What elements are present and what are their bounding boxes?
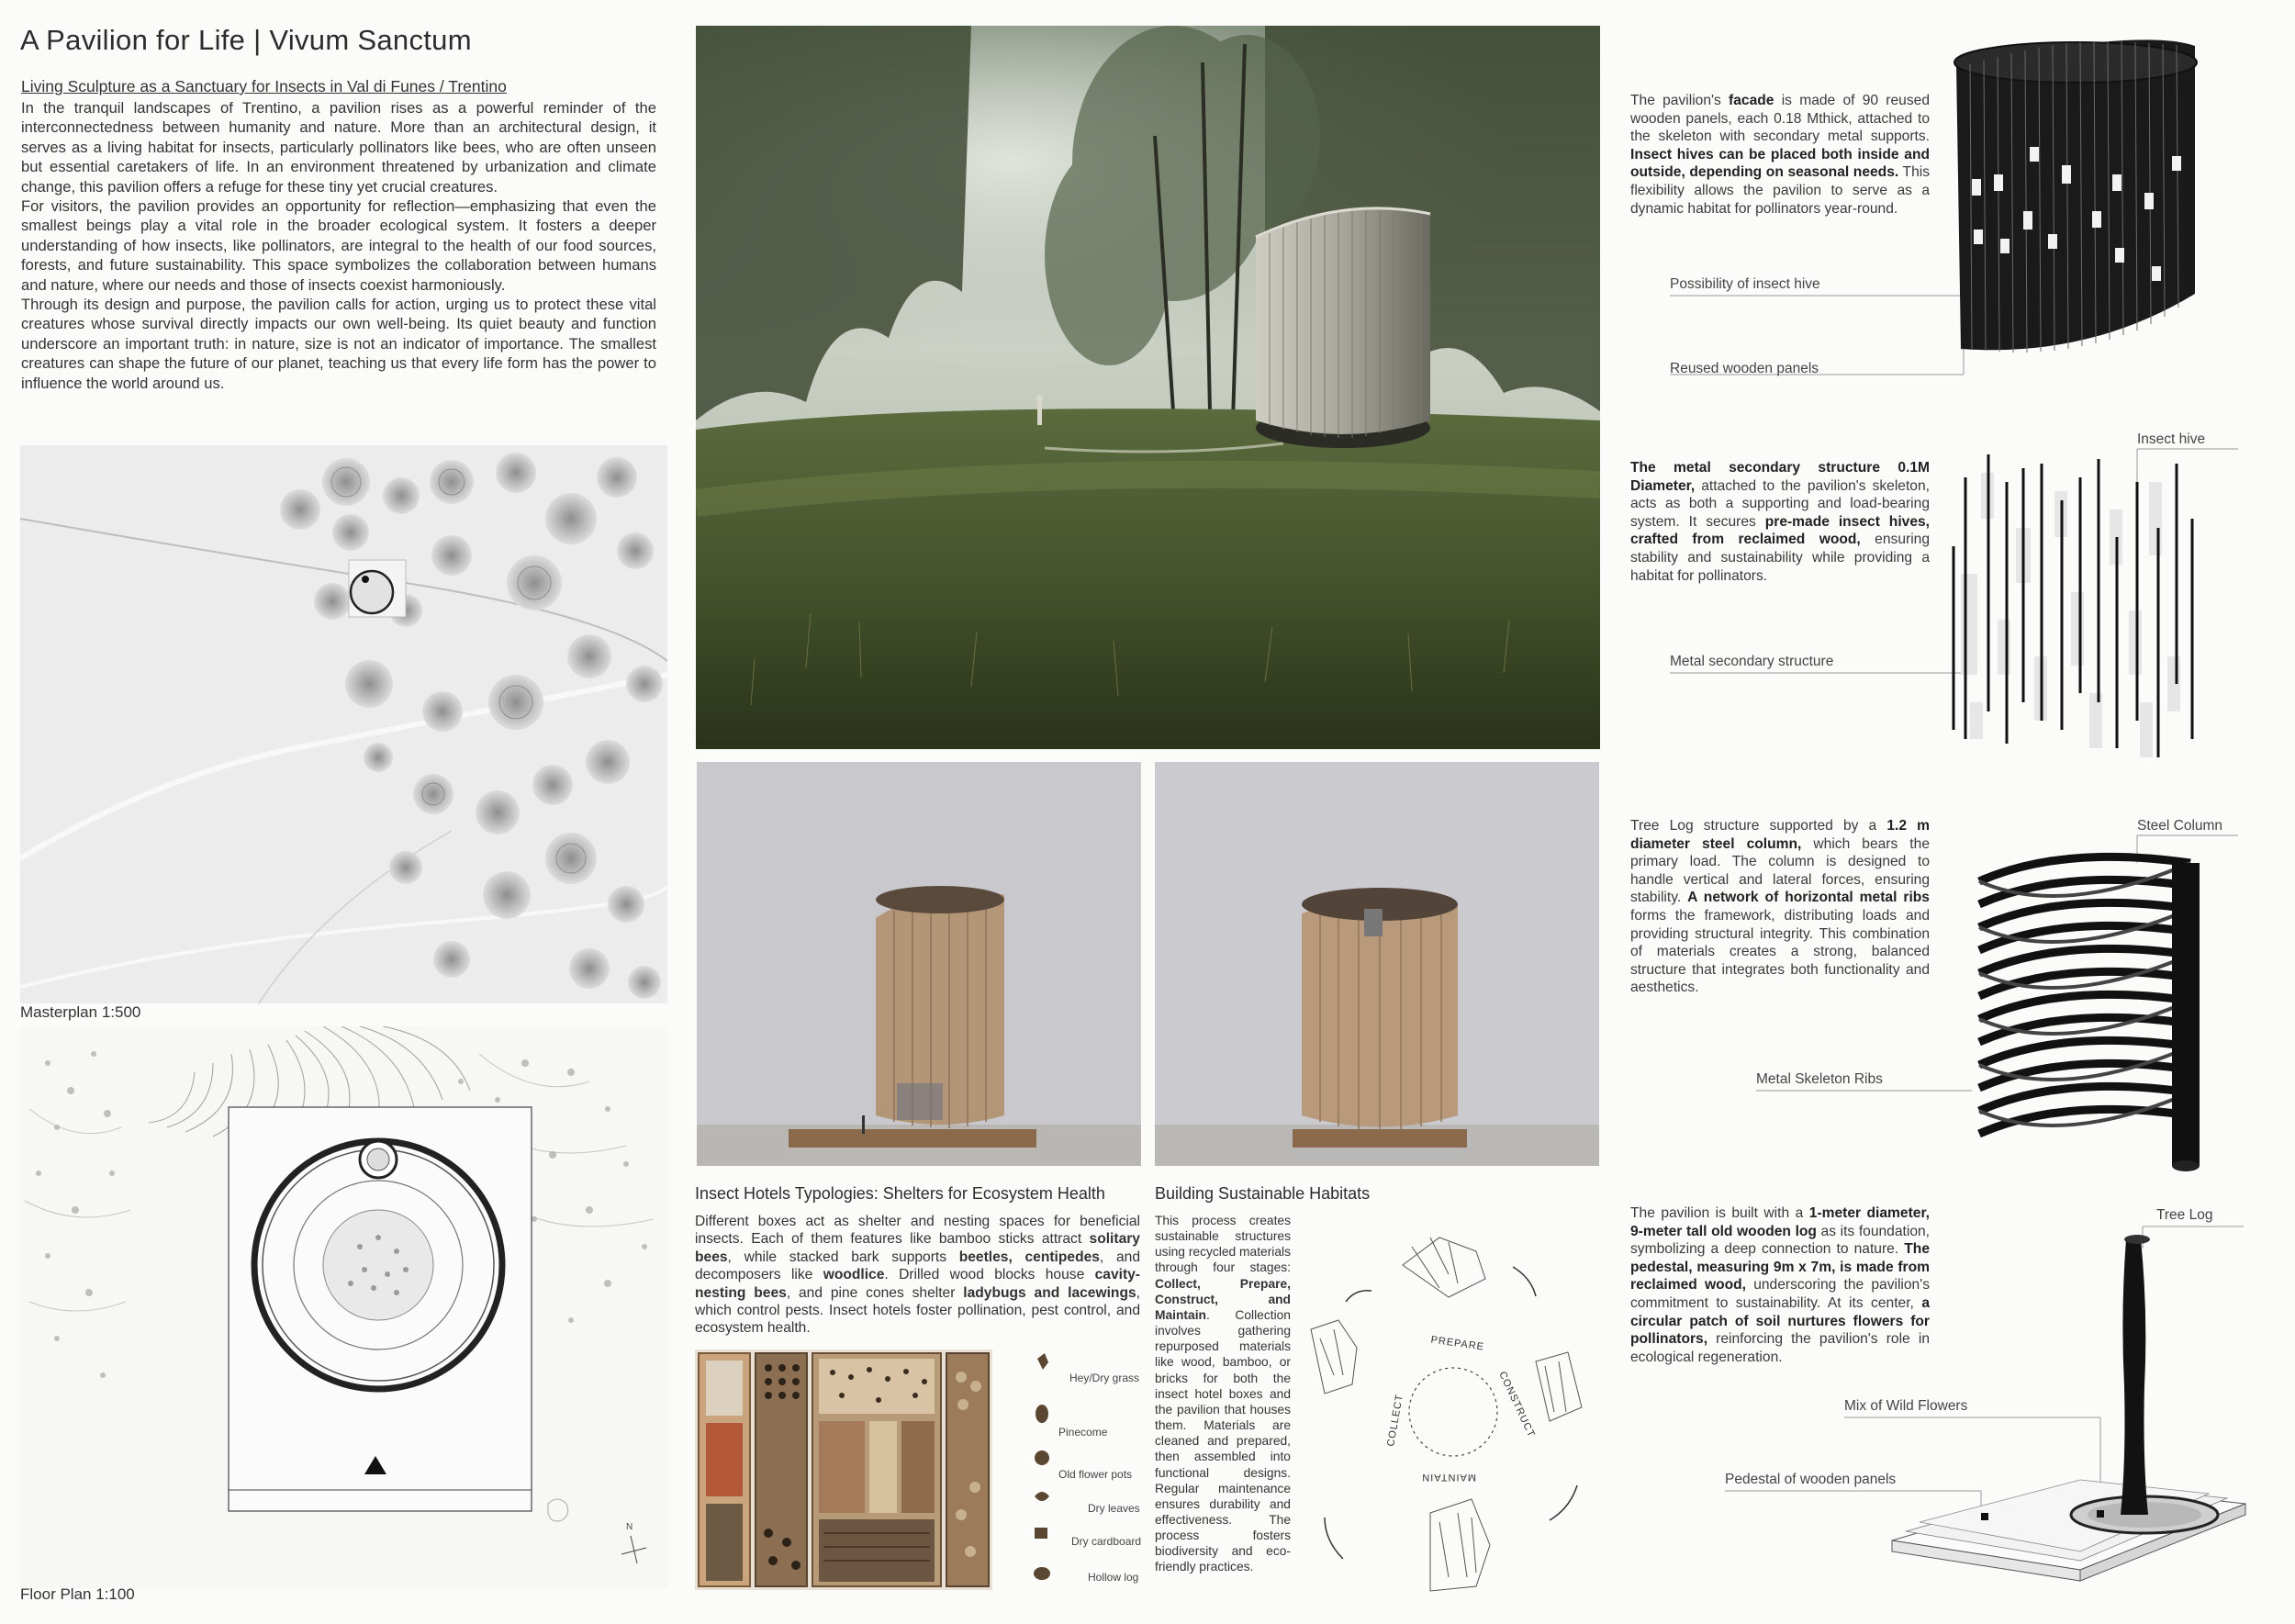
legend-hollow-log: Hollow log <box>1088 1571 1139 1584</box>
floorplan-label: Floor Plan 1:100 <box>20 1585 135 1603</box>
pedestal-text-part: The pavilion is built with a <box>1630 1205 1809 1221</box>
legend-dry-leaves: Dry leaves <box>1088 1502 1140 1515</box>
dry-leaves-icon <box>1035 1492 1049 1501</box>
facade-cylinder <box>1954 39 2197 353</box>
maintain-sketch <box>1430 1499 1490 1591</box>
insect-hotel-svg <box>695 1350 992 1590</box>
masterplan-svg <box>20 445 667 1003</box>
legend-dry-grass: Hey/Dry grass <box>1069 1372 1140 1384</box>
hotels-text-part: , and pine cones shelter <box>786 1284 964 1301</box>
steel-column <box>2172 863 2200 1166</box>
habitat-text-part: This process creates sustainable structures using recycled materials through four stages: <box>1155 1214 1291 1275</box>
habitat-text-bold: Collect, Prepare, Construct, and Maintain <box>1155 1276 1291 1322</box>
skeleton-label-ribs: Metal Skeleton Ribs <box>1756 1071 1883 1087</box>
cycle-arrow <box>1325 1518 1343 1559</box>
hotels-text-bold: ladybugs and lacewings <box>963 1284 1136 1301</box>
intro-text <box>21 98 656 393</box>
masterplan-drawing <box>20 445 667 1003</box>
dry-grass-icon <box>1037 1353 1048 1370</box>
insect-hotel-photo <box>695 1350 992 1590</box>
hotels-text-part: , and decomposers like <box>695 1249 1141 1283</box>
skeleton-text-bold: 1.2 m diameter steel column, <box>1630 818 1930 852</box>
cycle-arrow <box>1550 1485 1577 1520</box>
facade-diagram <box>1630 28 2282 413</box>
structure-text-part: attached to the pavilion's skeleton, acts as both a supporting and load-bearing system. It secures <box>1630 477 1930 530</box>
cycle-construct-label: CONSTRUCT <box>1496 1370 1538 1440</box>
pedestal-text-part: as its foundation, symbolizing a deep connection to nature. <box>1630 1223 1930 1258</box>
cycle-collect-label: COLLECT <box>1385 1393 1405 1448</box>
cycle-maintain-label: MAINTAIN <box>1421 1472 1476 1483</box>
floorplan-drawing <box>20 1026 667 1588</box>
model-photo-2 <box>1155 762 1599 1166</box>
flower-pot-icon <box>1035 1450 1049 1465</box>
cardboard-icon <box>1035 1528 1047 1539</box>
legend-dry-cardboard: Dry cardboard <box>1071 1535 1142 1548</box>
model-photo-1-svg <box>697 762 1141 1166</box>
intro-paragraph-2: For visitors, the pavilion provides an opportunity for reflection—emphasizing that even the smallest beings play a vital role in the broader ecological system. It fosters a deeper understanding of how insects, like pollinators, are integral to the health of our food sources, forests, and future sustainability. This space symbolizes the collaboration between humans and nature, where our needs and those of insects coexist harmoniously. <box>21 197 656 294</box>
habitat-text <box>1155 1213 1291 1575</box>
pedestal-text-bold: a circular patch of soil nurtures flowers for pollinators, <box>1630 1294 1930 1348</box>
hotels-text-part: Different boxes act as shelter and nesting spaces for beneficial insects. Each of them features like bamboo sticks attract <box>695 1214 1140 1248</box>
model-photo-2-svg <box>1155 762 1599 1166</box>
model-photo-1 <box>697 762 1141 1166</box>
cycle-arrow <box>1346 1291 1371 1302</box>
pedestal-text-part: reinforcing the pavilion's role in ecological regeneration. <box>1630 1331 1930 1365</box>
facade-label-panels: Reused wooden panels <box>1670 361 1819 376</box>
page-subtitle: Living Sculpture as a Sanctuary for Insects in Val di Funes / Trentino <box>21 77 507 95</box>
skeleton-label-column: Steel Column <box>2137 818 2223 834</box>
masterplan-label: Masterplan 1:500 <box>20 1003 141 1021</box>
wooden-pedestal <box>1892 1480 2245 1581</box>
hotels-text-part: , while stacked bark supports <box>727 1249 959 1265</box>
hotels-text-bold: solitary bees <box>695 1231 1140 1265</box>
hotels-text-part: . Drilled wood blocks house <box>884 1267 1095 1283</box>
hotels-text-bold: beetles, centipedes <box>958 1249 1100 1265</box>
cycle-arrow <box>1513 1267 1536 1296</box>
hotels-title: Insect Hotels Typologies: Shelters for Ecosystem Health <box>695 1184 1105 1203</box>
intro-paragraph-1: In the tranquil landscapes of Trentino, a pavilion rises as a powerful reminder of the interconnectedness between humanity and nature. More than an architectural design, it serves as a living habitat for insects, particularly pollinators like bees, who are often unseen but essential caretakers of life. In an environment threatened by urbanization and climate change, this pavilion offers a refuge for these tiny yet crucial creatures. <box>21 99 656 196</box>
page-title: A Pavilion for Life | Vivum Sanctum <box>20 24 472 56</box>
structure-text-bold: pre-made insect hives, crafted from reclaimed wood, <box>1630 513 1931 548</box>
facade-text-part: This flexibility allows the pavilion to serve as a dynamic habitat for pollinators year-round. <box>1630 164 1930 217</box>
skeleton-text-part: Tree Log structure supported by a <box>1630 818 1887 834</box>
skeleton-text-part: which bears the primary load. The column is designed to handle vertical and lateral forces, ensuring stability. <box>1630 835 1930 906</box>
habitat-title: Building Sustainable Habitats <box>1155 1184 1371 1203</box>
hollow-log-icon <box>1034 1567 1050 1580</box>
structure-text-part: ensuring stability and sustainability while providing a habitat for pollinators. <box>1630 532 1931 584</box>
legend-flower-pots: Old flower pots <box>1058 1468 1133 1481</box>
pedestal-text-bold: 1-meter diameter, 9-meter tall old wooden log <box>1630 1205 1930 1239</box>
facade-text-bold: Insect hives can be placed both inside and outside, depending on seasonal needs. <box>1630 146 1930 181</box>
skeleton-text-part: forms the framework, distributing loads and providing structural integrity. This combination of materials creates a strong, balanced structure that integrates both functionality and aesthetics. <box>1630 907 1930 996</box>
pedestal-label-log: Tree Log <box>2156 1207 2213 1223</box>
hotels-text-bold: cavity-nesting bees <box>695 1267 1141 1301</box>
process-cycle-diagram <box>1302 1210 1605 1605</box>
floorplan-svg <box>20 1026 667 1588</box>
skeleton-diagram <box>1630 808 2282 1193</box>
tree-log <box>2121 1239 2148 1515</box>
pedestal-text-bold: The pedestal, measuring 9m x 7m, is made from reclaimed wood, <box>1630 1241 1930 1294</box>
pedestal-text-part: underscoring the pavilion's commitment to sustainability. At its center, <box>1630 1277 1931 1311</box>
skeleton-text-bold: A network of horizontal metal ribs <box>1687 890 1930 906</box>
pedestal-label-panels: Pedestal of wooden panels <box>1725 1472 1897 1487</box>
hero-render <box>696 26 1600 749</box>
structure-label-metal: Metal secondary structure <box>1670 654 1834 669</box>
pinecone-icon <box>1036 1405 1048 1423</box>
facade-text-part: is made of 90 reused wooden panels, each 0.18 Mthick, attached to the skeleton with secondary metal supports. <box>1630 93 1930 145</box>
hero-render-svg <box>696 26 1600 749</box>
north-label: N <box>626 1522 633 1532</box>
pedestal-diagram <box>1630 1193 2282 1597</box>
habitat-text-part: . Collection involves gathering repurposed materials like wood, bamboo, or bricks for both the insect hotel boxes and the pavilion that houses them. Materials are cleaned and prepared, then assembled into functional designs. Regular maintenance ensures durability and effectiveness. The process fosters biodiversity and eco-friendly practices. <box>1155 1307 1291 1574</box>
metal-structure-diagram <box>1630 427 2282 812</box>
hotels-text-bold: woodlice <box>823 1267 885 1283</box>
hotels-text <box>695 1213 1140 1338</box>
rib-stack <box>1979 857 2190 1134</box>
hotel-legend <box>996 1350 1152 1593</box>
cycle-prepare-label: PREPARE <box>1429 1334 1485 1353</box>
insect-hive-blocks <box>1961 473 2180 757</box>
facade-label-hive: Possibility of insect hive <box>1670 276 1820 292</box>
intro-paragraph-3: Through its design and purpose, the pavilion calls for action, urging us to protect these vital creatures whose survival directly impacts our own well-being. Its quiet beauty and function underscore an important truth: in nature, size is not an indicator of importance. The smallest creatures can shape the future of our planet, teaching us that every life form has the power to influence the world around us. <box>21 296 656 392</box>
structure-text-bold: The metal secondary structure 0.1M Diameter, <box>1630 460 1930 494</box>
facade-text-bold: facade <box>1729 93 1774 108</box>
structure-label-hive: Insect hive <box>2137 431 2206 447</box>
prepare-sketch <box>1403 1238 1485 1297</box>
pedestal-label-flowers: Mix of Wild Flowers <box>1844 1398 1968 1414</box>
facade-text-part: The pavilion's <box>1630 93 1730 108</box>
legend-pinecone: Pinecome <box>1058 1426 1108 1439</box>
hotels-text-part: , which control pests. Insect hotels foster pollination, pest control, and ecosystem health. <box>695 1284 1140 1337</box>
